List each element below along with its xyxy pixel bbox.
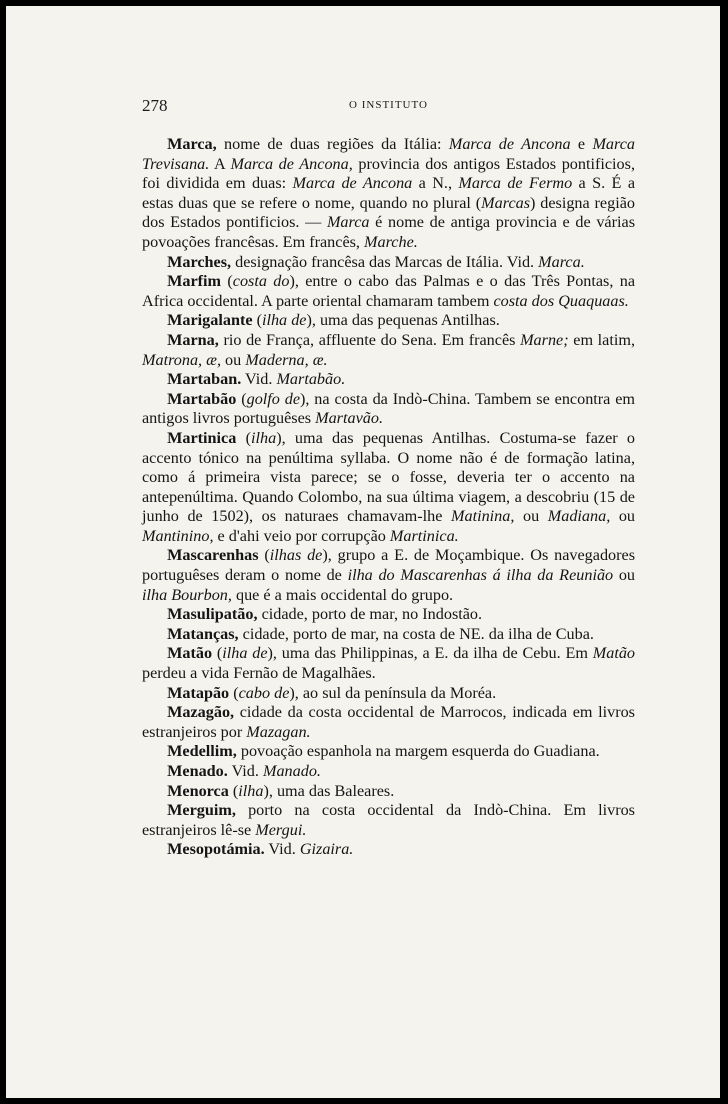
entry-definition	[231, 253, 585, 271]
dictionary-entry	[142, 762, 635, 782]
dictionary-entry	[142, 546, 635, 605]
dictionary-entry	[142, 840, 635, 860]
entry-definition	[258, 605, 483, 623]
entry-italic-term: costa do	[232, 272, 290, 291]
entry-text: A	[209, 154, 231, 173]
page-header	[142, 96, 635, 118]
entry-italic-term: Marca.	[538, 252, 585, 271]
entry-text: porto na costa occidental da Indò-China. Em livros estranjeiros lê-se	[142, 801, 635, 839]
entry-text: ), uma das pequenas Antilhas.	[306, 311, 500, 330]
entry-text: é nome de antiga provincia e de várias povoações francêsas. Em francês,	[142, 213, 635, 251]
entry-italic-term: Gizaira.	[299, 840, 354, 859]
entry-headword: Marches,	[167, 252, 232, 271]
entry-text: (	[228, 781, 239, 800]
entry-text: (	[258, 546, 270, 565]
page-number: 278	[142, 96, 168, 115]
entry-text: provincia dos antigos Estados pontificios, foi dividida em duas:	[142, 154, 635, 193]
entry-text: (	[212, 644, 223, 663]
entry-text: Vid.	[264, 840, 300, 859]
entry-headword: Marna,	[167, 330, 219, 349]
entry-italic-term: Manado.	[262, 762, 321, 780]
entry-italic-term: cabo de	[238, 683, 290, 702]
entry-headword: Martaban.	[167, 370, 242, 389]
dictionary-entry	[142, 605, 635, 625]
entry-text: e d'ahi veio por corrupção	[213, 526, 390, 545]
dictionary-entry	[142, 135, 635, 253]
entry-italic-term: Martinica.	[389, 526, 459, 545]
entry-italic-term: Marcas	[481, 193, 531, 212]
entry-text: ou	[610, 507, 636, 526]
entry-italic-term: Marca de Ancona	[292, 174, 413, 193]
entry-italic-term: Mazagan.	[246, 722, 311, 741]
entry-text: que é a mais occidental do grupo.	[231, 585, 454, 604]
dictionary-entry	[142, 272, 635, 311]
entry-italic-term: Matão	[592, 644, 636, 663]
entry-italic-term: ilha do Mascarenhas á ilha da Reunião	[347, 566, 614, 585]
book-page	[6, 6, 720, 1098]
entry-italic-term: Mergui.	[255, 820, 307, 839]
entry-italic-term: Marca de Ancona	[448, 135, 571, 153]
entry-headword: Medellim,	[167, 742, 237, 761]
entry-text: ou	[613, 566, 636, 585]
entry-definition	[241, 370, 345, 388]
entry-text: ), ao sul da península da Moréa.	[289, 683, 497, 702]
entry-headword: Mazagão,	[167, 703, 235, 722]
entry-italic-term: ilha	[251, 428, 277, 447]
entry-definition	[142, 135, 635, 251]
dictionary-entry	[142, 429, 635, 547]
entry-italic-term: Matinina,	[451, 507, 515, 526]
entry-italic-term: golfo de	[246, 389, 301, 408]
entry-headword: Mascarenhas	[167, 546, 259, 565]
entry-definition	[228, 762, 321, 780]
entry-italic-term: Madiana,	[547, 507, 611, 526]
entry-headword: Masulipatão,	[167, 605, 258, 624]
entry-text: ), grupo a E. de Moçambique. Os navegadores portuguêses deram o nome de	[142, 546, 636, 585]
entry-italic-term: Martabão.	[276, 370, 346, 389]
entry-italic-term: Matrona, æ,	[142, 350, 221, 369]
entry-text: Vid.	[227, 762, 263, 780]
dictionary-entry	[142, 684, 635, 704]
entry-definition	[253, 311, 500, 329]
dictionary-entry	[142, 253, 635, 273]
entry-italic-term: Martavão.	[315, 409, 383, 428]
running-title: O INSTITUTO	[349, 99, 428, 111]
entry-italic-term: Marca de Ancona,	[230, 154, 353, 173]
entry-italic-term: ilha	[238, 781, 264, 800]
entry-italic-term: Marche.	[364, 232, 418, 251]
entry-headword: Martinica	[167, 428, 237, 447]
entry-headword: Menado.	[167, 762, 228, 780]
entry-italic-term: Mantinino,	[142, 526, 214, 545]
dictionary-entry	[142, 801, 635, 840]
entry-italic-term: Marca Trevisana.	[142, 135, 636, 173]
entry-text: a N.,	[412, 174, 459, 193]
entry-text: ), uma das Philippinas, a E. da ilha de Cebu. Em	[267, 644, 593, 663]
entry-text: povoação espanhola na margem esquerda do Guadiana.	[236, 742, 600, 761]
entry-text: (	[236, 428, 251, 447]
entry-text: cidade da costa occidental de Marrocos, indicada em livros estranjeiros por	[142, 703, 635, 741]
entry-definition	[239, 625, 594, 643]
entry-headword: Mesopotámia.	[167, 840, 265, 859]
dictionary-entry	[142, 644, 635, 683]
entry-text: designação francêsa das Marcas de Itália. Vid.	[231, 252, 539, 271]
entry-headword: Matapão	[167, 683, 230, 702]
entry-headword: Martabão	[167, 389, 237, 408]
entry-text: ) designa região dos Estados pontificios. —	[142, 193, 635, 232]
entry-headword: Menorca	[167, 781, 229, 800]
entry-text: a S. É a estas duas que se refere o nome, quando no plural (	[142, 174, 636, 212]
entry-italic-term: ilha Bourbon,	[142, 585, 232, 604]
dictionary-entry	[142, 311, 635, 331]
entry-text: ), uma das Baleares.	[263, 781, 395, 800]
dictionary-entry	[142, 703, 635, 742]
entry-text: rio de França, affluente do Sena. Em francês	[218, 330, 521, 349]
dictionary-entry	[142, 625, 635, 645]
dictionary-entry	[142, 390, 635, 429]
entry-text: e	[570, 135, 593, 153]
entry-italic-term: ilha de	[261, 311, 307, 330]
entry-text: Vid.	[241, 370, 277, 389]
entry-text: nome de duas regiões da Itália:	[216, 135, 449, 153]
entry-text: ), uma das pequenas Antilhas. Costuma-se fazer o accento tónico na penúltima syllaba. O nome não é de formação latina, como á primeira vista parece; se o fosse, deveria ter o accento na antepenúltima. Quando Colombo, na sua última viagem, a descobriu (15 de junho de 1502), os naturaes chamavam-lhe	[142, 428, 636, 526]
entry-italic-term: Maderna, æ.	[245, 350, 328, 369]
entry-text: em latim,	[568, 330, 636, 349]
dictionary-entry	[142, 782, 635, 802]
entry-italic-term: costa dos Quaquaas.	[493, 291, 629, 310]
entry-italic-term: Marca de Fermo	[458, 174, 573, 193]
entry-text: ), na costa da Indò-China. Tambem se encontra em antigos livros portuguêses	[142, 389, 636, 428]
entry-headword: Marfim	[167, 272, 222, 291]
entry-headword: Matanças,	[167, 624, 239, 643]
entry-text: ou	[514, 507, 548, 526]
entry-definition	[142, 644, 635, 682]
dictionary-entries	[142, 135, 635, 860]
entry-definition	[229, 684, 496, 702]
entry-italic-term: ilhas de	[269, 546, 323, 565]
entry-headword: Matão	[167, 644, 213, 663]
entry-headword: Marigalante	[167, 311, 253, 330]
entry-definition	[265, 840, 354, 858]
entry-text: cidade, porto de mar, no Indostão.	[257, 605, 483, 624]
entry-text: perdeu a vida Fernão de Magalhães.	[142, 664, 376, 683]
dictionary-entry	[142, 370, 635, 390]
dictionary-entry	[142, 331, 635, 370]
entry-text: (	[252, 311, 262, 330]
entry-text: (	[236, 389, 247, 408]
entry-definition	[229, 782, 394, 800]
entry-italic-term: Marne;	[520, 330, 569, 349]
entry-headword: Marca,	[167, 135, 217, 153]
entry-text: ), entre o cabo das Palmas e o das Três Pontas, na Africa occidental. A parte oriental chamaram tambem	[142, 272, 636, 310]
entry-headword: Merguim,	[167, 801, 236, 820]
entry-text: (	[229, 683, 239, 702]
entry-text: cidade, porto de mar, na costa de NE. da ilha de Cuba.	[238, 624, 594, 643]
entry-italic-term: Marca	[326, 213, 370, 232]
dictionary-entry	[142, 742, 635, 762]
entry-italic-term: ilha de	[222, 644, 268, 663]
entry-text: ou	[221, 350, 246, 369]
entry-text: (	[221, 272, 233, 291]
entry-definition	[237, 742, 600, 760]
